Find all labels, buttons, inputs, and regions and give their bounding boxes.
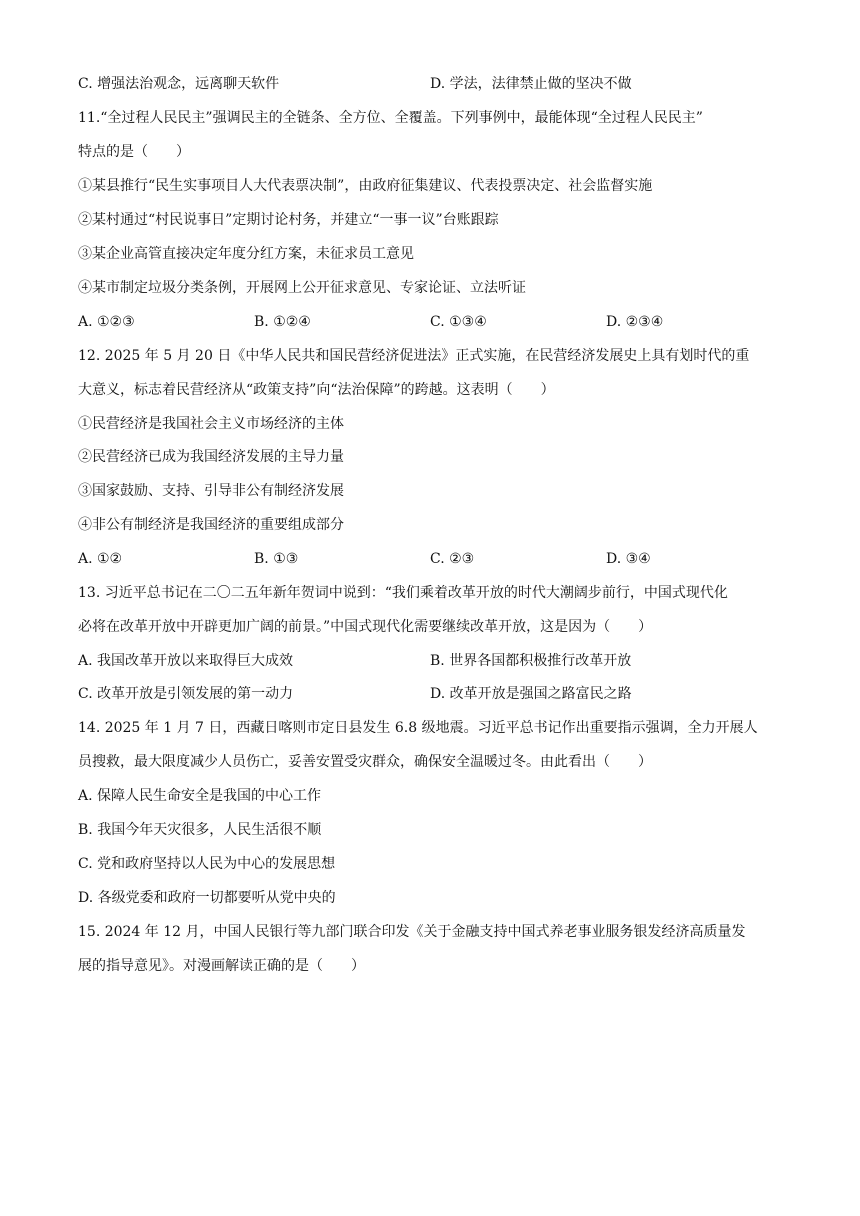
q11-option-a: A. ①②③	[78, 314, 135, 330]
q13-option-b: B. 世界各国都积极推行改革开放	[430, 653, 632, 669]
q13-option-d: D. 改革开放是强国之路富民之路	[430, 686, 632, 702]
q13-option-a: A. 我国改革开放以来取得巨大成效	[78, 653, 294, 669]
q10-option-c: C. 增强法治观念，远离聊天软件	[78, 76, 280, 92]
q12-item-3: ③国家鼓励、支持、引导非公有制经济发展	[78, 483, 344, 499]
q13-stem-line2: 必将在改革开放中开辟更加广阔的前景。”中国式现代化需要继续改革开放，这是因为（ ）	[78, 619, 653, 635]
q13-option-c: C. 改革开放是引领发展的第一动力	[78, 686, 294, 702]
q14-stem-line1: 14. 2025 年 1 月 7 日，西藏日喀则市定日县发生 6.8 级地震。习近平总书记作出重要指示强调，全力开展人	[78, 720, 758, 736]
q11-item-3: ③某企业高管直接决定年度分红方案，未征求员工意见	[78, 246, 414, 262]
q11-item-2: ②某村通过“村民说事日”定期讨论村务，并建立“一事一议”台账跟踪	[78, 212, 499, 228]
q11-stem-line1: 11.“全过程人民民主”强调民主的全链条、全方位、全覆盖。下列事例中，最能体现“全过程人民民主”	[78, 110, 703, 126]
q12-item-2: ②民营经济已成为我国经济发展的主导力量	[78, 449, 344, 465]
q13-stem-line1: 13. 习近平总书记在二〇二五年新年贺词中说到：“我们乘着改革开放的时代大潮阔步前行，中国式现代化	[78, 585, 728, 601]
q12-option-a: A. ①②	[78, 551, 123, 567]
q11-option-b: B. ①②④	[254, 314, 311, 330]
q12-item-1: ①民营经济是我国社会主义市场经济的主体	[78, 416, 344, 432]
q12-stem-line1: 12. 2025 年 5 月 20 日《中华人民共和国民营经济促进法》正式实施，在民营经济发展史上具有划时代的重	[78, 348, 750, 364]
q12-stem-line2: 大意义，标志着民营经济从“政策支持”向“法治保障”的跨越。这表明（ ）	[78, 382, 555, 398]
q11-item-4: ④某市制定垃圾分类条例，开展网上公开征求意见、专家论证、立法听证	[78, 280, 526, 296]
q14-stem-line2: 员搜救，最大限度减少人员伤亡，妥善安置受灾群众，确保安全温暖过冬。由此看出（ ）	[78, 754, 652, 770]
q11-stem-line2: 特点的是（ ）	[78, 144, 190, 160]
q11-option-d: D. ②③④	[606, 314, 664, 330]
q15-stem-line2: 展的指导意见》。对漫画解读正确的是（ ）	[78, 958, 365, 974]
q12-option-b: B. ①③	[254, 551, 299, 567]
q14-option-d: D. 各级党委和政府一切都要听从党中央的	[78, 890, 336, 906]
q14-option-a: A. 保障人民生命安全是我国的中心工作	[78, 788, 322, 804]
q14-option-c: C. 党和政府坚持以人民为中心的发展思想	[78, 856, 336, 872]
q15-stem-line1: 15. 2024 年 12 月，中国人民银行等九部门联合印发《关于金融支持中国式养老事业服务银发经济高质量发	[78, 924, 746, 940]
q14-option-b: B. 我国今年天灾很多，人民生活很不顺	[78, 822, 322, 838]
q11-item-1: ①某县推行“民生实事项目人大代表票决制”，由政府征集建议、代表投票决定、社会监督实施	[78, 178, 653, 194]
q12-item-4: ④非公有制经济是我国经济的重要组成部分	[78, 517, 344, 533]
q12-option-c: C. ②③	[430, 551, 475, 567]
q10-option-d: D. 学法，法律禁止做的坚决不做	[430, 76, 632, 92]
q11-option-c: C. ①③④	[430, 314, 487, 330]
q12-option-d: D. ③④	[606, 551, 651, 567]
